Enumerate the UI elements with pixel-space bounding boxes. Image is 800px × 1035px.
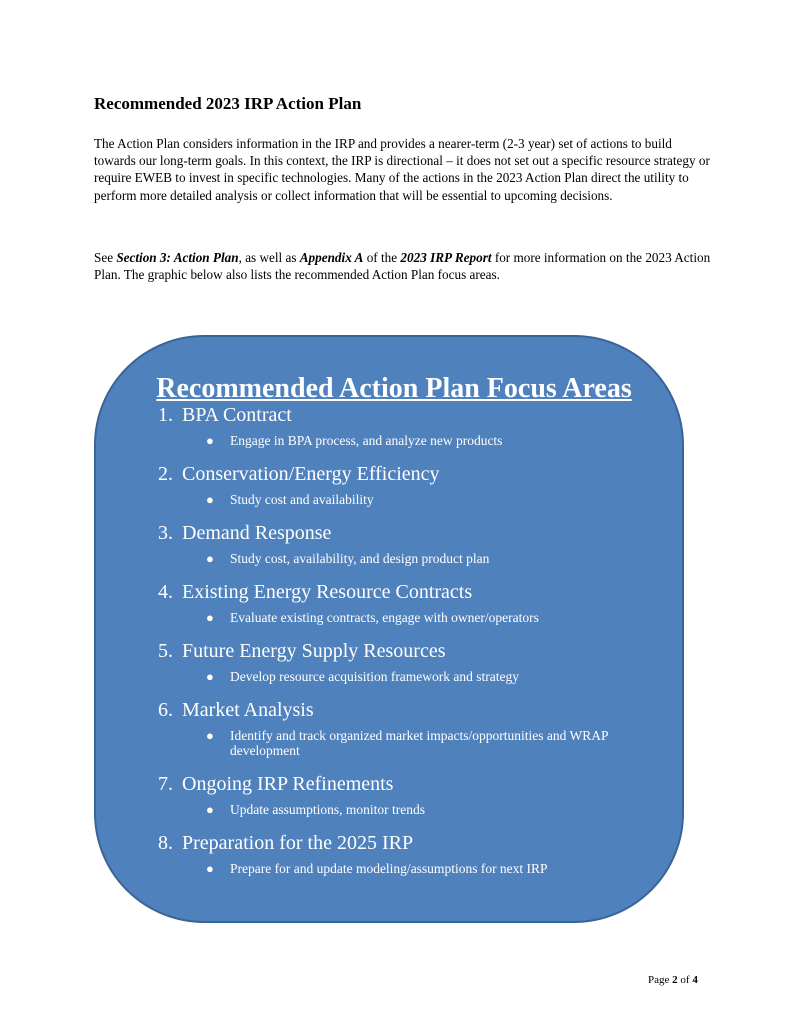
focus-area-bullet-text: Study cost and availability: [230, 492, 374, 507]
focus-area-item: [158, 698, 658, 758]
focus-area-title: Market Analysis: [182, 699, 314, 721]
focus-area-bullet: [206, 492, 630, 507]
ref-text-1: See: [94, 250, 117, 265]
focus-area-bullet: [206, 551, 630, 566]
focus-area-bullet: [206, 728, 630, 758]
focus-area-heading: [158, 639, 658, 663]
focus-area-bullet: [206, 802, 630, 817]
bullet-dot-icon: ●: [206, 669, 214, 684]
focus-area-bullet-text: Update assumptions, monitor trends: [230, 802, 425, 817]
focus-area-number: 2.: [158, 463, 173, 485]
focus-area-item: [158, 462, 658, 507]
focus-area-number: 3.: [158, 522, 173, 544]
focus-area-item: [158, 772, 658, 817]
focus-area-number: 5.: [158, 640, 173, 662]
bullet-dot-icon: ●: [206, 861, 214, 876]
focus-area-title: Conservation/Energy Efficiency: [182, 463, 440, 485]
focus-area-title: BPA Contract: [182, 404, 292, 426]
focus-area-bullet-text: Engage in BPA process, and analyze new products: [230, 433, 503, 448]
focus-area-number: 7.: [158, 773, 173, 795]
page-total: 4: [692, 974, 698, 986]
page-label: Page: [648, 974, 670, 986]
focus-area-title: Future Energy Supply Resources: [182, 640, 446, 662]
intro-paragraph: The Action Plan considers information in the IRP and provides a nearer-term (2-3 year) set of actions to build towards our long-term goals. In this context, the IRP is directional – it does not set out a specific resource strategy or require EWEB to invest in specific technologies. Many of the actions in the 2023 Action Plan direct the utility to perform more detailed analysis or collect information that will be essential to upcoming decisions.: [94, 136, 710, 203]
focus-area-item: [158, 831, 658, 876]
bullet-dot-icon: ●: [206, 551, 214, 566]
bullet-dot-icon: ●: [206, 433, 214, 448]
focus-area-bullet-text: Study cost, availability, and design product plan: [230, 551, 490, 566]
page-current: 2: [672, 974, 678, 986]
focus-area-bullet: [206, 610, 630, 625]
focus-area-item: [158, 580, 658, 625]
ref-text-3: of the: [363, 250, 401, 265]
reference-paragraph: [94, 249, 714, 283]
section-heading: Recommended 2023 IRP Action Plan: [94, 94, 362, 113]
ref-text-2: , as well as: [238, 250, 300, 265]
focus-area-bullet-text: Prepare for and update modeling/assumptions for next IRP: [230, 861, 548, 876]
ref-text-4: for more information on the 2023 Action Plan. The graphic below also lists the recommended Action Plan focus areas.: [94, 250, 711, 283]
section-3-reference: Section 3: Action Plan: [116, 250, 239, 265]
focus-area-heading: [158, 580, 658, 604]
focus-area-number: 6.: [158, 699, 173, 721]
focus-area-title: Preparation for the 2025 IRP: [182, 832, 414, 854]
focus-area-heading: [158, 698, 658, 722]
focus-area-item: [158, 521, 658, 566]
focus-area-number: 4.: [158, 581, 173, 603]
focus-area-number: 8.: [158, 832, 173, 854]
focus-area-bullet-text: Evaluate existing contracts, engage with owner/operators: [230, 610, 539, 625]
focus-area-bullet: [206, 861, 630, 876]
focus-area-bullet: [206, 433, 630, 448]
irp-report-reference: 2023 IRP Report: [400, 250, 492, 265]
focus-area-heading: [158, 403, 658, 427]
focus-area-number: 1.: [158, 404, 173, 426]
focus-area-item: [158, 403, 658, 448]
focus-area-bullet-text: Identify and track organized market impacts/opportunities and WRAP development: [230, 728, 609, 758]
bullet-dot-icon: ●: [206, 492, 214, 507]
focus-area-title: Ongoing IRP Refinements: [182, 773, 394, 795]
bullet-dot-icon: ●: [206, 610, 214, 625]
bullet-dot-icon: ●: [206, 802, 214, 817]
focus-areas-title: Recommended Action Plan Focus Areas: [156, 373, 632, 404]
focus-area-title: Demand Response: [182, 522, 332, 544]
focus-area-bullet-text: Develop resource acquisition framework and strategy: [230, 669, 520, 684]
page-number: [648, 974, 698, 986]
focus-area-title: Existing Energy Resource Contracts: [182, 581, 473, 603]
focus-area-heading: [158, 462, 658, 486]
bullet-dot-icon: ●: [206, 728, 214, 743]
appendix-a-reference: Appendix A: [299, 250, 364, 265]
focus-area-list: [158, 403, 658, 876]
focus-areas-panel: [94, 335, 684, 923]
focus-area-heading: [158, 831, 658, 855]
page-of: of: [680, 974, 690, 986]
focus-area-heading: [158, 521, 658, 545]
focus-area-item: [158, 639, 658, 684]
focus-area-heading: [158, 772, 658, 796]
focus-area-bullet: [206, 669, 630, 684]
